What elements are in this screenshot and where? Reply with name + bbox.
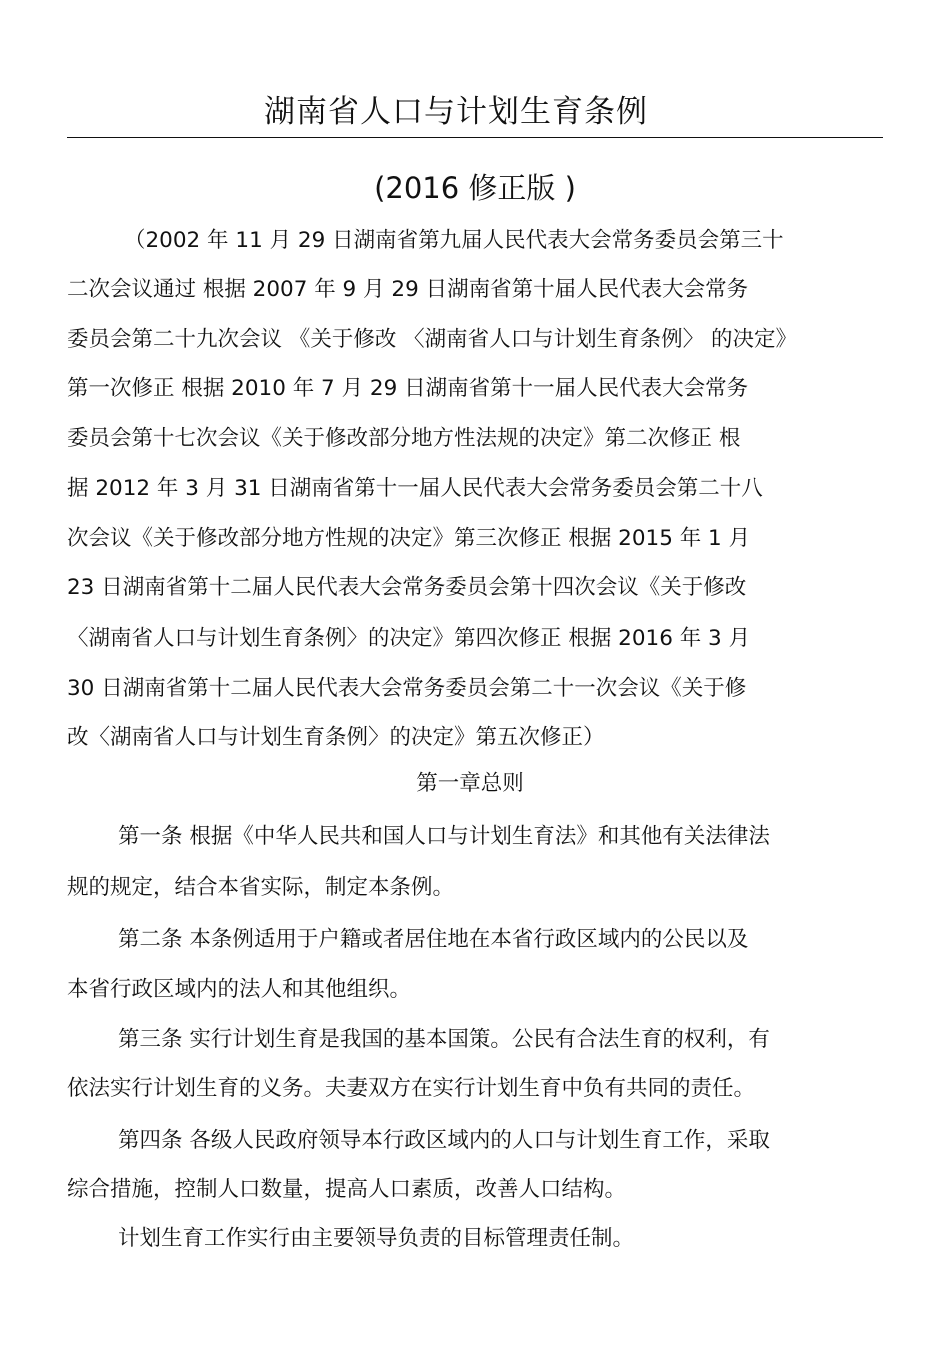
article-line: 综合措施，控制人口数量，提高人口素质，改善人口结构。 [67, 1177, 627, 1202]
preface-line: 30 日湖南省第十二届人民代表大会常务委员会第二十一次会议《关于修 [67, 676, 747, 701]
article-line: 依法实行计划生育的义务。夫妻双方在实行计划生育中负有共同的责任。 [67, 1076, 756, 1101]
preface-line: 〈湖南省人口与计划生育条例〉的决定》第四次修正 根据 2016 年 3 月 [67, 626, 751, 651]
preface-line: 次会议《关于修改部分地方性规的决定》第三次修正 根据 2015 年 1 月 [67, 526, 751, 551]
article-line: 第四条 各级人民政府领导本行政区域内的人口与计划生育工作，采取 [118, 1128, 770, 1153]
article-line: 本省行政区域内的法人和其他组织。 [67, 977, 412, 1002]
preface-line: 第一次修正 根据 2010 年 7 月 29 日湖南省第十一届人民代表大会常务 [67, 376, 749, 401]
preface-line: 23 日湖南省第十二届人民代表大会常务委员会第十四次会议《关于修改 [67, 575, 747, 600]
preface-line: 二次会议通过 根据 2007 年 9 月 29 日湖南省第十届人民代表大会常务 [67, 277, 749, 302]
preface-line: 据 2012 年 3 月 31 日湖南省第十一届人民代表大会常务委员会第二十八 [67, 476, 763, 501]
closing-line: 计划生育工作实行由主要领导负责的目标管理责任制。 [118, 1226, 635, 1251]
preface-line: 委员会第二十九次会议 《关于修改 〈湖南省人口与计划生育条例〉 的决定》 [67, 327, 798, 352]
chapter-heading: 第一章总则 [416, 771, 524, 796]
document-subtitle: (2016 修正版 ) [374, 171, 576, 205]
preface-line: （2002 年 11 月 29 日湖南省第九届人民代表大会常务委员会第三十 [124, 228, 784, 253]
document-title: 湖南省人口与计划生育条例 [264, 94, 648, 130]
article-line: 规的规定，结合本省实际，制定本条例。 [67, 875, 455, 900]
preface-line: 委员会第十七次会议《关于修改部分地方性法规的决定》第二次修正 根 [67, 426, 741, 451]
article-line: 第二条 本条例适用于户籍或者居住地在本省行政区域内的公民以及 [118, 927, 749, 952]
article-line: 第三条 实行计划生育是我国的基本国策。公民有合法生育的权利，有 [118, 1027, 770, 1052]
title-divider [67, 137, 883, 138]
preface-line: 改〈湖南省人口与计划生育条例〉的决定》第五次修正） [67, 725, 605, 750]
article-line: 第一条 根据《中华人民共和国人口与计划生育法》和其他有关法律法 [118, 824, 770, 849]
